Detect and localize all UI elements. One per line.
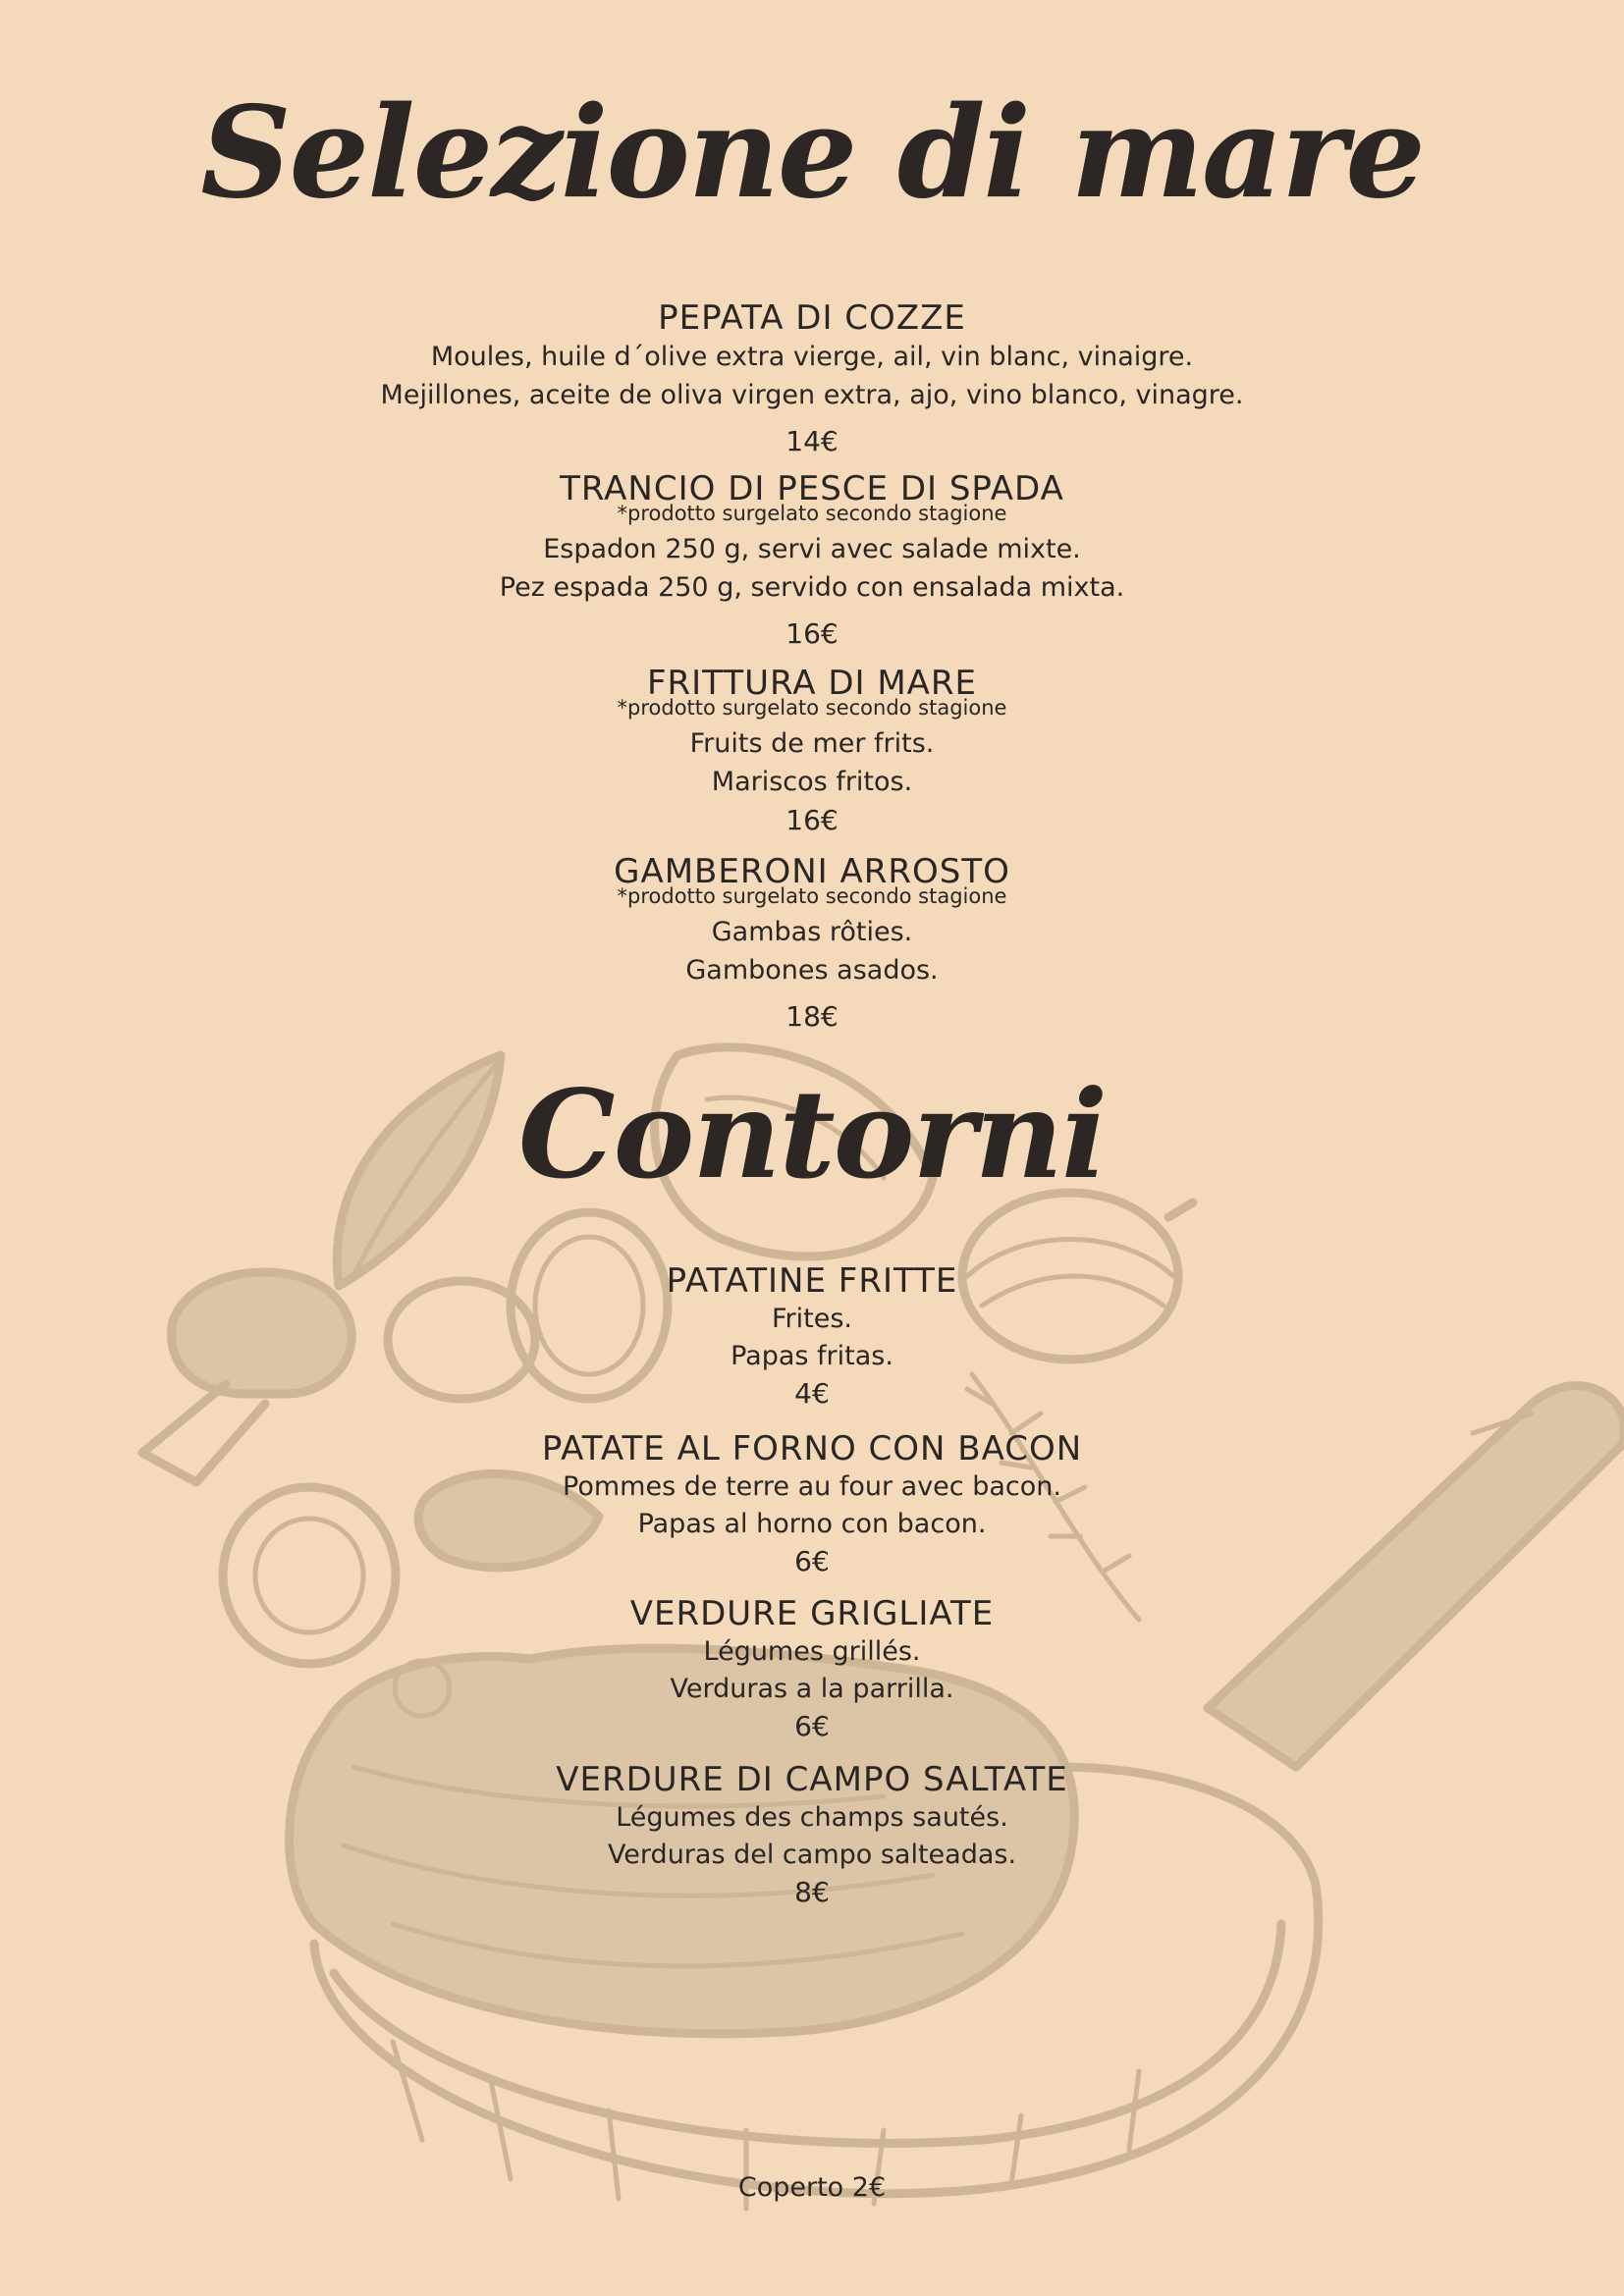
item-desc-es: Gambones asados. bbox=[685, 955, 939, 986]
item-price: 16€ bbox=[785, 617, 839, 650]
item-price: 4€ bbox=[794, 1377, 830, 1410]
item-desc-fr: Légumes grillés. bbox=[703, 1636, 921, 1667]
item-name: PEPATA DI COZZE bbox=[658, 298, 966, 338]
item-note: *prodotto surgelato secondo stagione bbox=[617, 696, 1007, 720]
cover-charge: Coperto 2€ bbox=[737, 2172, 887, 2203]
item-note: *prodotto surgelato secondo stagione bbox=[617, 502, 1007, 525]
item-name: VERDURE DI CAMPO SALTATE bbox=[556, 1760, 1068, 1799]
item-price: 14€ bbox=[785, 425, 839, 457]
item-desc-fr: Pommes de terre au four avec bacon. bbox=[563, 1471, 1061, 1502]
item-price: 8€ bbox=[794, 1876, 830, 1908]
item-desc-es: Mejillones, aceite de oliva virgen extra, ajo, vino blanco, vinagre. bbox=[380, 380, 1244, 410]
menu-item-gamberoni-arrosto bbox=[0, 852, 1624, 1036]
item-desc-es: Verduras del campo salteadas. bbox=[607, 1840, 1017, 1870]
item-desc-es: Verduras a la parrilla. bbox=[670, 1674, 954, 1704]
menu-item-frittura-di-mare bbox=[0, 664, 1624, 839]
item-name: PATATE AL FORNO CON BACON bbox=[541, 1429, 1083, 1468]
item-name: FRITTURA DI MARE bbox=[646, 664, 978, 703]
menu-item-pepata-di-cozze bbox=[0, 298, 1624, 460]
item-price: 6€ bbox=[794, 1710, 830, 1742]
section-title-contorni: Contorni bbox=[517, 1064, 1107, 1206]
item-desc-fr: Gambas rôties. bbox=[711, 917, 913, 947]
menu-item-verdure-grigliate bbox=[0, 1594, 1624, 1745]
item-name: PATATINE FRITTE bbox=[666, 1261, 958, 1301]
menu-item-verdure-di-campo-saltate bbox=[0, 1760, 1624, 1911]
item-desc-fr: Légumes des champs sautés. bbox=[616, 1802, 1008, 1833]
item-desc-fr: Moules, huile d´olive extra vierge, ail, vin blanc, vinaigre. bbox=[430, 342, 1194, 372]
item-name: TRANCIO DI PESCE DI SPADA bbox=[560, 469, 1064, 508]
item-price: 16€ bbox=[785, 804, 839, 836]
item-desc-fr: Frites. bbox=[771, 1304, 852, 1334]
item-desc-fr: Espadon 250 g, servi avec salade mixte. bbox=[543, 534, 1081, 564]
item-desc-es: Mariscos fritos. bbox=[711, 767, 913, 797]
item-desc-fr: Fruits de mer frits. bbox=[689, 728, 935, 759]
section-title-mare: Selezione di mare bbox=[200, 80, 1424, 227]
menu-item-patatine-fritte bbox=[0, 1261, 1624, 1413]
menu-item-patate-al-forno-con-bacon bbox=[0, 1429, 1624, 1580]
item-name: VERDURE GRIGLIATE bbox=[629, 1594, 995, 1633]
item-desc-es: Papas fritas. bbox=[731, 1341, 893, 1371]
item-note: *prodotto surgelato secondo stagione bbox=[617, 884, 1007, 908]
item-price: 6€ bbox=[794, 1545, 830, 1577]
item-desc-es: Papas al horno con bacon. bbox=[637, 1509, 987, 1539]
menu-item-trancio-di-pesce-di-spada bbox=[0, 469, 1624, 653]
item-price: 18€ bbox=[785, 1000, 839, 1033]
item-name: GAMBERONI ARROSTO bbox=[614, 852, 1010, 891]
item-desc-es: Pez espada 250 g, servido con ensalada mixta. bbox=[499, 572, 1125, 603]
